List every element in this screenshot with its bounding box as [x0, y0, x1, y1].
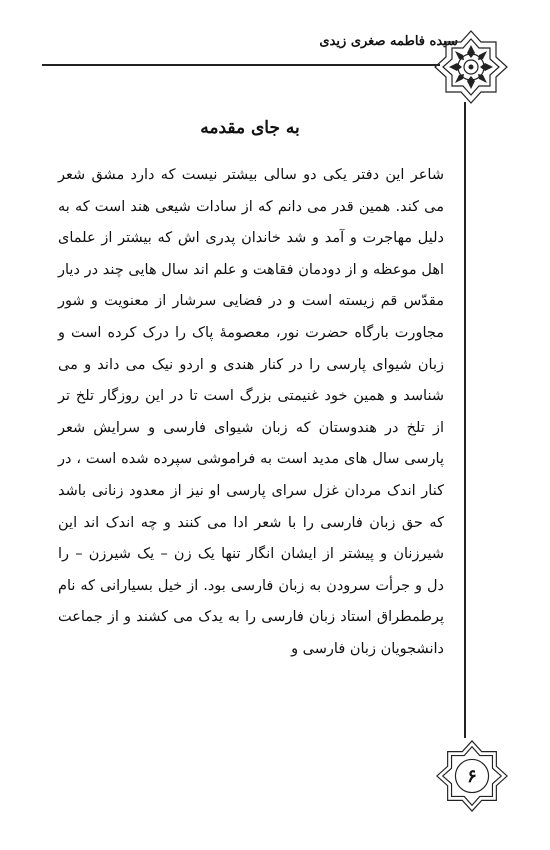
- body-paragraph: شاعر این دفتر یکی دو سالی بیشتر نیست که دارد مشق شعر می کند. همین قدر می دانم که از سادات شیعی هند است که به دلیل مهاجرت و آمد و شد خاندان پدری اش که بیشتر از علمای اهل موعظه و از دودمان فقاهت و علم اند سال هایی چند در دیار مقدّس قم زیسته است و در فضایی سرشار از معنویت و شور مجاورت بارگاه حضرت نور، معصومهٔ پاک را درک کرده است و زبان شیوای پارسی را در کنار هندی و اردو نیک می داند و می شناسد و همین خود غنیمتی بزرگ است تا در این روزگار تلخ تر از تلخ در هندوستان که زبان شیوای فارسی و سرایش شعر پارسی سال های مدید است به فراموشی سپرده شده است ، در کنار اندک مردان غزل سرای پارسی او نیز از معدود زنانی باشد که حق زبان فارسی را با شعر ادا می کنند و چه اندک اند این شیرزنان و پیشتر از ایشان انگار تنها یک زن – یک شیرزن – را دل و جرأت سرودن به زبان فارسی بود. از خیل بسیارانی که نام پرطمطراق استاد زبان فارسی را به یدک می کشند و از جماعت دانشجویان زبان فارسی و: [58, 167, 444, 657]
- floral-rosette-icon: [432, 28, 510, 106]
- running-head: سیده فاطمه صغری زیدی: [319, 34, 458, 49]
- side-rule: [464, 102, 466, 738]
- body-text: [58, 160, 444, 666]
- section-title: به جای مقدمه: [200, 118, 300, 138]
- header-rule: [42, 64, 440, 66]
- page-number: ۶: [467, 766, 477, 787]
